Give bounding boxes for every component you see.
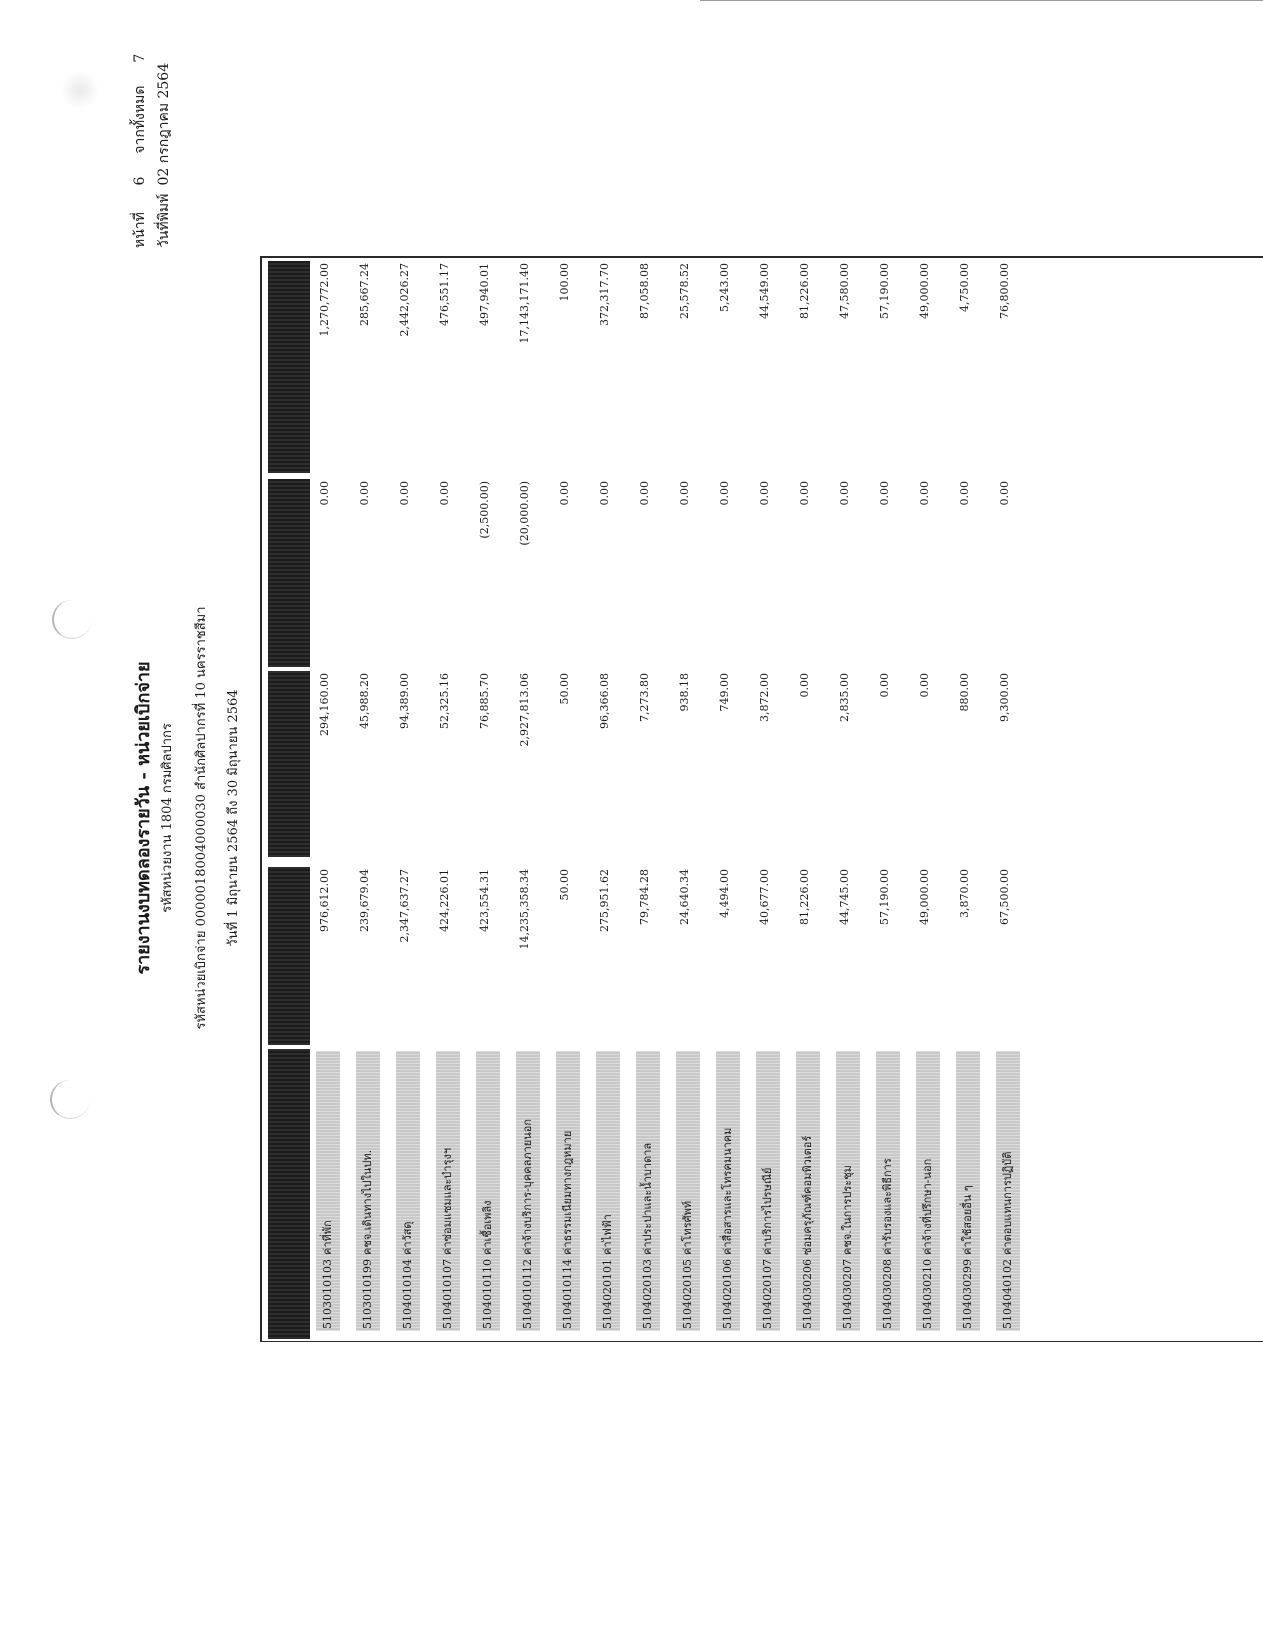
account-code: 5104030299	[961, 1259, 974, 1329]
col4-value: 76,800.00	[998, 263, 1011, 319]
table-row	[828, 259, 868, 1341]
col3-value: 0.00	[918, 481, 931, 506]
col2-value: 880.00	[958, 673, 971, 712]
col2-value: 7,273.80	[638, 673, 651, 722]
account-code: 5104020101	[601, 1259, 614, 1329]
col1-value: 50.00	[558, 869, 571, 901]
col3-value: (20,000.00)	[518, 481, 531, 546]
account-code: 5104030206	[801, 1259, 814, 1329]
col2-value: 50.00	[558, 673, 571, 705]
header-redacted-column	[268, 671, 310, 857]
account-name: ค่ารับรองและพิธีการ	[881, 1158, 894, 1255]
account-name: ค่าสื่อสารและโทรคมนาคม	[721, 1127, 734, 1255]
account-code: 5104010107	[441, 1259, 454, 1329]
col1-value: 424,226.01	[438, 869, 451, 932]
col4-value: 49,000.00	[918, 263, 931, 319]
table-row	[468, 259, 508, 1341]
print-date-label: วันที่พิมพ์	[156, 193, 172, 248]
col3-value: 0.00	[358, 481, 371, 506]
col1-value: 239,679.04	[358, 869, 371, 932]
page-label: หน้าที่	[132, 212, 148, 248]
col3-value: 0.00	[878, 481, 891, 506]
account-cell	[796, 1051, 820, 1331]
col2-value: 45,988.20	[358, 673, 371, 729]
account-cell	[556, 1051, 580, 1331]
table-row	[868, 259, 908, 1341]
table-row	[708, 259, 748, 1341]
col4-value: 372,317.70	[598, 263, 611, 326]
col2-value: 76,885.70	[478, 673, 491, 729]
col2-value: 749.00	[718, 673, 731, 712]
header-redacted-column	[268, 261, 310, 473]
table-row	[348, 259, 388, 1341]
table-row	[788, 259, 828, 1341]
col3-value: 0.00	[318, 481, 331, 506]
table-row	[548, 259, 588, 1341]
account-cell	[436, 1051, 460, 1331]
col1-value: 3,870.00	[958, 869, 971, 918]
col4-value: 1,270,772.00	[318, 263, 331, 337]
account-code: 5104020105	[681, 1259, 694, 1329]
col3-value: 0.00	[438, 481, 451, 506]
total-pages: 7	[132, 53, 148, 63]
col2-value: 2,835.00	[838, 673, 851, 722]
account-name: ค่าประปาและน้ำบาดาล	[641, 1142, 654, 1255]
col3-value: 0.00	[598, 481, 611, 506]
col1-value: 4,494.00	[718, 869, 731, 918]
account-name: ค่าวัสดุ	[401, 1221, 414, 1255]
account-cell	[876, 1051, 900, 1331]
account-name: ซ่อมครุภัณฑ์คอมพิวเตอร์	[801, 1135, 814, 1255]
table-row	[308, 259, 348, 1341]
account-code: 5104010110	[481, 1259, 494, 1329]
col1-value: 14,235,358.34	[518, 869, 531, 950]
col1-value: 275,951.62	[598, 869, 611, 932]
account-name: ค่าจ้างบริการ-บุคคลภายนอก	[521, 1119, 534, 1255]
account-cell	[316, 1051, 340, 1331]
account-name: ค่าเชื้อเพลิง	[481, 1200, 494, 1255]
account-name: ค่าบริการไปรษณีย์	[761, 1167, 774, 1255]
print-date-row	[152, 54, 176, 248]
print-date: 02 กรกฎาคม 2564	[156, 62, 172, 186]
col2-value: 938.18	[678, 673, 691, 712]
page-number-row	[128, 54, 152, 248]
account-cell	[956, 1051, 980, 1331]
account-code: 5104030208	[881, 1259, 894, 1329]
account-code: 5103010103	[321, 1259, 334, 1329]
col4-value: 497,940.01	[478, 263, 491, 326]
table-row	[908, 259, 948, 1341]
col1-value: 423,554.31	[478, 869, 491, 932]
col4-value: 100.00	[558, 263, 571, 302]
col2-value: 94,389.00	[398, 673, 411, 729]
account-name: ค่าธรรมเนียมทางกฎหมาย	[561, 1130, 574, 1255]
table-row	[668, 259, 708, 1341]
account-name: ค่าที่พัก	[321, 1220, 334, 1255]
col2-value: 96,366.08	[598, 673, 611, 729]
account-cell	[476, 1051, 500, 1331]
col1-value: 24,640.34	[678, 869, 691, 925]
account-name: ค่าใช้สอยอื่น ๆ	[961, 1185, 974, 1255]
col3-value: (2,500.00)	[478, 481, 491, 539]
account-code: 5104010112	[521, 1259, 534, 1329]
account-code: 5104030207	[841, 1259, 854, 1329]
account-cell	[916, 1051, 940, 1331]
account-cell	[756, 1051, 780, 1331]
disbursing-unit-line: รหัสหน่วยเบิกจ่าย 0000018004000030 สำนักศิลปากรที่ 10 นครราชสีมา	[194, 606, 209, 1030]
table-row	[388, 259, 428, 1341]
header-redacted-column	[268, 479, 310, 667]
agency-line: รหัสหน่วยงาน 1804 กรมศิลปากร	[160, 723, 175, 913]
account-name: ค่าไฟฟ้า	[601, 1214, 614, 1255]
col3-value: 0.00	[678, 481, 691, 506]
col1-value: 79,784.28	[638, 869, 651, 925]
col1-value: 57,190.00	[878, 869, 891, 925]
account-name: ค่าโทรศัพท์	[681, 1200, 694, 1255]
col2-value: 52,325.16	[438, 673, 451, 729]
col1-value: 67,500.00	[998, 869, 1011, 925]
account-cell	[516, 1051, 540, 1331]
trial-balance-table	[260, 256, 1263, 1342]
table-row	[748, 259, 788, 1341]
account-cell	[636, 1051, 660, 1331]
col2-value: 0.00	[918, 673, 931, 698]
col4-value: 4,750.00	[958, 263, 971, 312]
col1-value: 49,000.00	[918, 869, 931, 925]
col3-value: 0.00	[998, 481, 1011, 506]
col4-value: 5,243.00	[718, 263, 731, 312]
col1-value: 44,745.00	[838, 869, 851, 925]
account-code: 5104010104	[401, 1259, 414, 1329]
col1-value: 976,612.00	[318, 869, 331, 932]
col1-value: 40,677.00	[758, 869, 771, 925]
col4-value: 285,667.24	[358, 263, 371, 326]
col4-value: 17,143,171.40	[518, 263, 531, 344]
account-cell	[596, 1051, 620, 1331]
col4-value: 87,058.08	[638, 263, 651, 319]
total-pages-label: จากทั้งหมด	[132, 85, 148, 154]
col4-value: 47,580.00	[838, 263, 851, 319]
table-row	[508, 259, 548, 1341]
account-code: 5104020107	[761, 1259, 774, 1329]
account-code: 5103010199	[361, 1259, 374, 1329]
col3-value: 0.00	[838, 481, 851, 506]
col2-value: 9,300.00	[998, 673, 1011, 722]
page-info-block	[128, 54, 176, 248]
col3-value: 0.00	[958, 481, 971, 506]
col4-value: 81,226.00	[798, 263, 811, 319]
col2-value: 0.00	[878, 673, 891, 698]
col4-value: 25,578.52	[678, 263, 691, 319]
col4-value: 2,442,026.27	[398, 263, 411, 337]
header-redacted-account	[268, 1049, 310, 1339]
col2-value: 3,872.00	[758, 673, 771, 722]
account-cell	[396, 1051, 420, 1331]
account-name: ค่าตอบแทนการปฏิบัติ	[1001, 1151, 1014, 1255]
header-redacted-column	[268, 867, 310, 1045]
report-title: รายงานงบทดลองรายวัน - หน่วยเบิกจ่าย	[133, 661, 154, 975]
col4-value: 57,190.00	[878, 263, 891, 319]
col4-value: 44,549.00	[758, 263, 771, 319]
col2-value: 0.00	[798, 673, 811, 698]
account-cell	[676, 1051, 700, 1331]
col1-value: 2,347,637.27	[398, 869, 411, 943]
col1-value: 81,226.00	[798, 869, 811, 925]
account-code: 5104010114	[561, 1259, 574, 1329]
account-cell	[836, 1051, 860, 1331]
table-row	[588, 259, 628, 1341]
account-code: 5104020103	[641, 1259, 654, 1329]
account-name: ค่าซ่อมแซมและบำรุงฯ	[441, 1147, 454, 1255]
col2-value: 294,160.00	[318, 673, 331, 736]
col3-value: 0.00	[718, 481, 731, 506]
account-code: 5104030210	[921, 1259, 934, 1329]
period-line: วันที่ 1 มิถุนายน 2564 ถึง 30 มิถุนายน 2564	[226, 689, 241, 947]
table-row	[948, 259, 988, 1341]
col2-value: 2,927,813.06	[518, 673, 531, 747]
col3-value: 0.00	[558, 481, 571, 506]
col3-value: 0.00	[758, 481, 771, 506]
col3-value: 0.00	[638, 481, 651, 506]
table-row	[988, 259, 1028, 1341]
account-name: ค่าจ้างที่ปรึกษา-นอก	[921, 1158, 934, 1255]
col3-value: 0.00	[398, 481, 411, 506]
col3-value: 0.00	[798, 481, 811, 506]
account-code: 5104040102	[1001, 1259, 1014, 1329]
table-row	[428, 259, 468, 1341]
table-row	[628, 259, 668, 1341]
account-cell	[356, 1051, 380, 1331]
col4-value: 476,551.17	[438, 263, 451, 326]
account-name: คชจ.ในการประชุม	[841, 1165, 854, 1255]
account-cell	[716, 1051, 740, 1331]
account-code: 5104020106	[721, 1259, 734, 1329]
table-header-row	[262, 259, 308, 1341]
page-number: 6	[132, 176, 148, 186]
account-name: คชจ.เดินทางไปในปท.	[361, 1149, 374, 1255]
account-cell	[996, 1051, 1020, 1331]
